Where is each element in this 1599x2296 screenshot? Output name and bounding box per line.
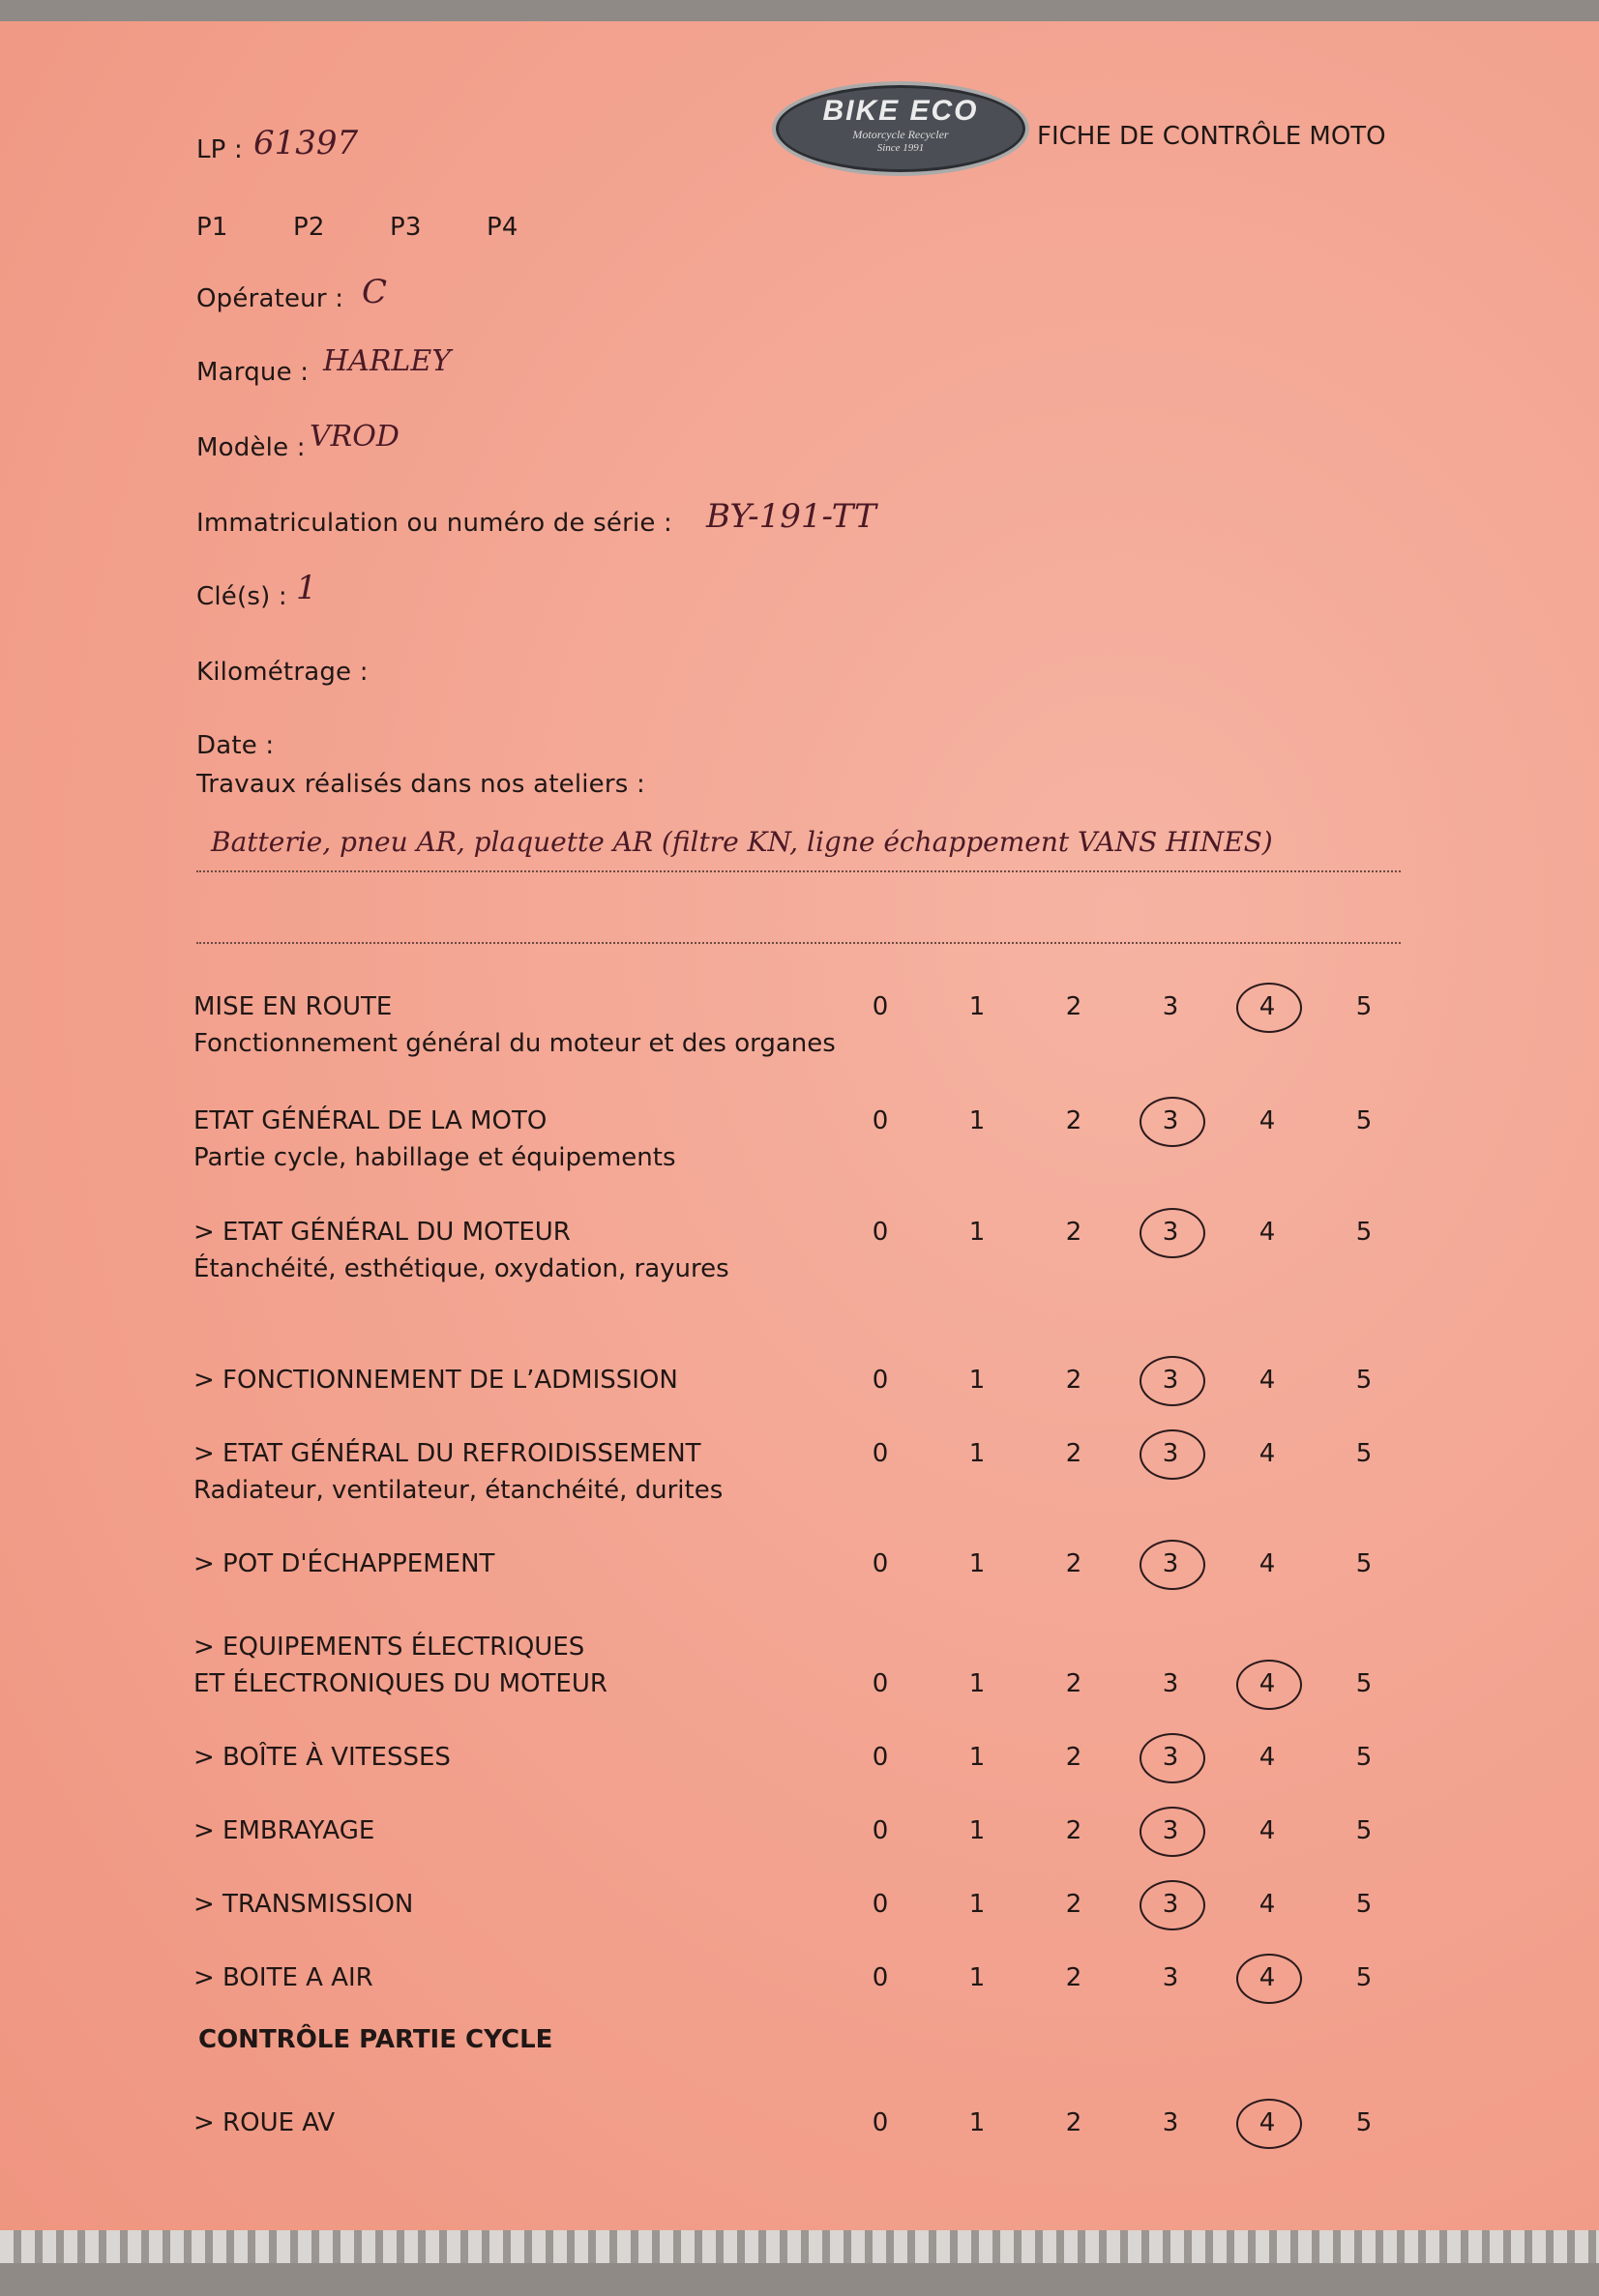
check-subtitle: Partie cycle, habillage et équipements	[193, 1143, 676, 1172]
logo-since: Since 1991	[876, 142, 925, 154]
score-option-1[interactable]: 1	[968, 2108, 986, 2137]
travaux-value[interactable]: Batterie, pneu AR, plaquette AR (filtre KN, ligne échappement VANS HINES)	[211, 826, 1273, 858]
score-option-0[interactable]: 0	[872, 1669, 889, 1698]
binding-strip	[0, 2230, 1599, 2263]
date-label: Date :	[196, 731, 275, 760]
check-title: > POT D'ÉCHAPPEMENT	[193, 1549, 495, 1578]
control-sheet	[0, 21, 1599, 2263]
score-option-5[interactable]: 5	[1355, 1218, 1373, 1247]
score-option-2[interactable]: 2	[1065, 1890, 1082, 1919]
score-option-1[interactable]: 1	[968, 1669, 986, 1698]
score-option-3[interactable]: 3	[1162, 1549, 1179, 1578]
score-option-4[interactable]: 4	[1258, 1218, 1276, 1247]
score-option-4[interactable]: 4	[1258, 1366, 1276, 1395]
position-p2[interactable]: P2	[293, 213, 325, 242]
travaux-line-2	[196, 942, 1401, 944]
score-option-3[interactable]: 3	[1162, 2108, 1179, 2137]
score-option-4[interactable]: 4	[1258, 1439, 1276, 1468]
operateur-label: Opérateur :	[196, 284, 344, 313]
score-option-5[interactable]: 5	[1355, 992, 1373, 1021]
score-option-0[interactable]: 0	[872, 1106, 889, 1135]
selected-rating-circle	[1236, 1660, 1302, 1710]
selected-rating-circle	[1140, 1356, 1205, 1406]
score-option-3[interactable]: 3	[1162, 1890, 1179, 1919]
cles-value[interactable]: 1	[296, 569, 317, 607]
score-option-0[interactable]: 0	[872, 1963, 889, 1992]
selected-rating-circle	[1236, 2099, 1302, 2149]
check-subtitle: Étanchéité, esthétique, oxydation, rayures	[193, 1254, 729, 1283]
cles-label: Clé(s) :	[196, 582, 287, 611]
check-title: > EQUIPEMENTS ÉLECTRIQUES	[193, 1633, 585, 1662]
score-option-1[interactable]: 1	[968, 1743, 986, 1772]
marque-label: Marque :	[196, 358, 310, 387]
selected-rating-circle	[1236, 1954, 1302, 2004]
score-option-1[interactable]: 1	[968, 1439, 986, 1468]
check-title: > ROUE AV	[193, 2108, 336, 2137]
check-title: > ETAT GÉNÉRAL DU REFROIDISSEMENT	[193, 1439, 701, 1468]
lp-label: LP :	[196, 135, 243, 164]
score-option-4[interactable]: 4	[1258, 1743, 1276, 1772]
immat-label: Immatriculation ou numéro de série :	[196, 509, 673, 538]
score-option-3[interactable]: 3	[1162, 1963, 1179, 1992]
score-option-0[interactable]: 0	[872, 1366, 889, 1395]
score-option-2[interactable]: 2	[1065, 1439, 1082, 1468]
score-option-4[interactable]: 4	[1258, 1890, 1276, 1919]
check-title: > TRANSMISSION	[193, 1890, 414, 1919]
score-option-5[interactable]: 5	[1355, 2108, 1373, 2137]
check-subtitle: Radiateur, ventilateur, étanchéité, durites	[193, 1476, 724, 1505]
score-option-5[interactable]: 5	[1355, 1549, 1373, 1578]
logo-tagline: Motorcycle Recycler	[852, 128, 949, 141]
score-option-5[interactable]: 5	[1355, 1743, 1373, 1772]
selected-rating-circle	[1140, 1208, 1205, 1258]
score-option-3[interactable]: 3	[1162, 1816, 1179, 1845]
selected-rating-circle	[1140, 1733, 1205, 1783]
score-option-3[interactable]: 3	[1162, 1669, 1179, 1698]
selected-rating-circle	[1140, 1429, 1205, 1480]
score-option-3[interactable]: 3	[1162, 1366, 1179, 1395]
score-option-1[interactable]: 1	[968, 1549, 986, 1578]
selected-rating-circle	[1140, 1807, 1205, 1857]
score-option-5[interactable]: 5	[1355, 1439, 1373, 1468]
operateur-value[interactable]: C	[362, 273, 388, 311]
check-title: > BOITE A AIR	[193, 1963, 373, 1992]
score-option-2[interactable]: 2	[1065, 1106, 1082, 1135]
score-option-5[interactable]: 5	[1355, 1963, 1373, 1992]
score-option-4[interactable]: 4	[1258, 1816, 1276, 1845]
position-p1[interactable]: P1	[196, 213, 228, 242]
score-option-4[interactable]: 4	[1258, 992, 1276, 1021]
lp-value[interactable]: 61397	[253, 124, 359, 162]
score-option-2[interactable]: 2	[1065, 1816, 1082, 1845]
logo-brand: BIKE ECO	[822, 95, 979, 127]
check-title: > BOÎTE À VITESSES	[193, 1743, 451, 1772]
score-option-5[interactable]: 5	[1355, 1816, 1373, 1845]
check-title: > EMBRAYAGE	[193, 1816, 375, 1845]
score-option-1[interactable]: 1	[968, 1106, 986, 1135]
selected-rating-circle	[1140, 1880, 1205, 1930]
score-option-1[interactable]: 1	[968, 1963, 986, 1992]
travaux-line-1	[196, 870, 1401, 872]
score-option-5[interactable]: 5	[1355, 1890, 1373, 1919]
score-option-1[interactable]: 1	[968, 1890, 986, 1919]
modele-label: Modèle :	[196, 433, 306, 462]
check-subtitle: Fonctionnement général du moteur et des organes	[193, 1029, 836, 1058]
check-subtitle: ET ÉLECTRONIQUES DU MOTEUR	[193, 1669, 607, 1698]
selected-rating-circle	[1140, 1097, 1205, 1147]
score-option-5[interactable]: 5	[1355, 1106, 1373, 1135]
check-title: ETAT GÉNÉRAL DE LA MOTO	[193, 1106, 548, 1135]
score-option-2[interactable]: 2	[1065, 1549, 1082, 1578]
check-title: MISE EN ROUTE	[193, 992, 393, 1021]
marque-value[interactable]: HARLEY	[323, 344, 452, 378]
score-option-4[interactable]: 4	[1258, 1669, 1276, 1698]
score-option-0[interactable]: 0	[872, 1549, 889, 1578]
score-option-4[interactable]: 4	[1258, 1106, 1276, 1135]
score-option-1[interactable]: 1	[968, 1218, 986, 1247]
selected-rating-circle	[1236, 983, 1302, 1033]
score-option-5[interactable]: 5	[1355, 1669, 1373, 1698]
score-option-1[interactable]: 1	[968, 992, 986, 1021]
score-option-0[interactable]: 0	[872, 1439, 889, 1468]
score-option-0[interactable]: 0	[872, 992, 889, 1021]
score-option-3[interactable]: 3	[1162, 1218, 1179, 1247]
score-option-5[interactable]: 5	[1355, 1366, 1373, 1395]
score-option-2[interactable]: 2	[1065, 1366, 1082, 1395]
score-option-3[interactable]: 3	[1162, 1439, 1179, 1468]
travaux-label: Travaux réalisés dans nos ateliers :	[196, 770, 645, 799]
score-option-3[interactable]: 3	[1162, 1743, 1179, 1772]
score-option-0[interactable]: 0	[872, 1743, 889, 1772]
score-option-0[interactable]: 0	[872, 1890, 889, 1919]
score-option-3[interactable]: 3	[1162, 1106, 1179, 1135]
immat-value[interactable]: BY-191-TT	[706, 497, 876, 536]
section-cycle-title: CONTRÔLE PARTIE CYCLE	[198, 2025, 553, 2054]
score-option-2[interactable]: 2	[1065, 1218, 1082, 1247]
score-option-4[interactable]: 4	[1258, 2108, 1276, 2137]
position-p4[interactable]: P4	[487, 213, 518, 242]
score-option-2[interactable]: 2	[1065, 1743, 1082, 1772]
score-option-4[interactable]: 4	[1258, 1549, 1276, 1578]
bike-eco-logo	[772, 81, 1029, 176]
score-option-2[interactable]: 2	[1065, 2108, 1082, 2137]
score-option-4[interactable]: 4	[1258, 1963, 1276, 1992]
modele-value[interactable]: VROD	[310, 420, 400, 454]
check-title: > FONCTIONNEMENT DE L’ADMISSION	[193, 1366, 678, 1395]
score-option-0[interactable]: 0	[872, 1816, 889, 1845]
position-p3[interactable]: P3	[390, 213, 422, 242]
score-option-0[interactable]: 0	[872, 1218, 889, 1247]
check-title: > ETAT GÉNÉRAL DU MOTEUR	[193, 1218, 571, 1247]
sheet-title: FICHE DE CONTRÔLE MOTO	[1037, 122, 1386, 151]
score-option-0[interactable]: 0	[872, 2108, 889, 2137]
kilometrage-label: Kilométrage :	[196, 658, 369, 687]
score-option-2[interactable]: 2	[1065, 1669, 1082, 1698]
score-option-3[interactable]: 3	[1162, 992, 1179, 1021]
score-option-2[interactable]: 2	[1065, 992, 1082, 1021]
selected-rating-circle	[1140, 1540, 1205, 1590]
score-option-1[interactable]: 1	[968, 1366, 986, 1395]
score-option-1[interactable]: 1	[968, 1816, 986, 1845]
score-option-2[interactable]: 2	[1065, 1963, 1082, 1992]
